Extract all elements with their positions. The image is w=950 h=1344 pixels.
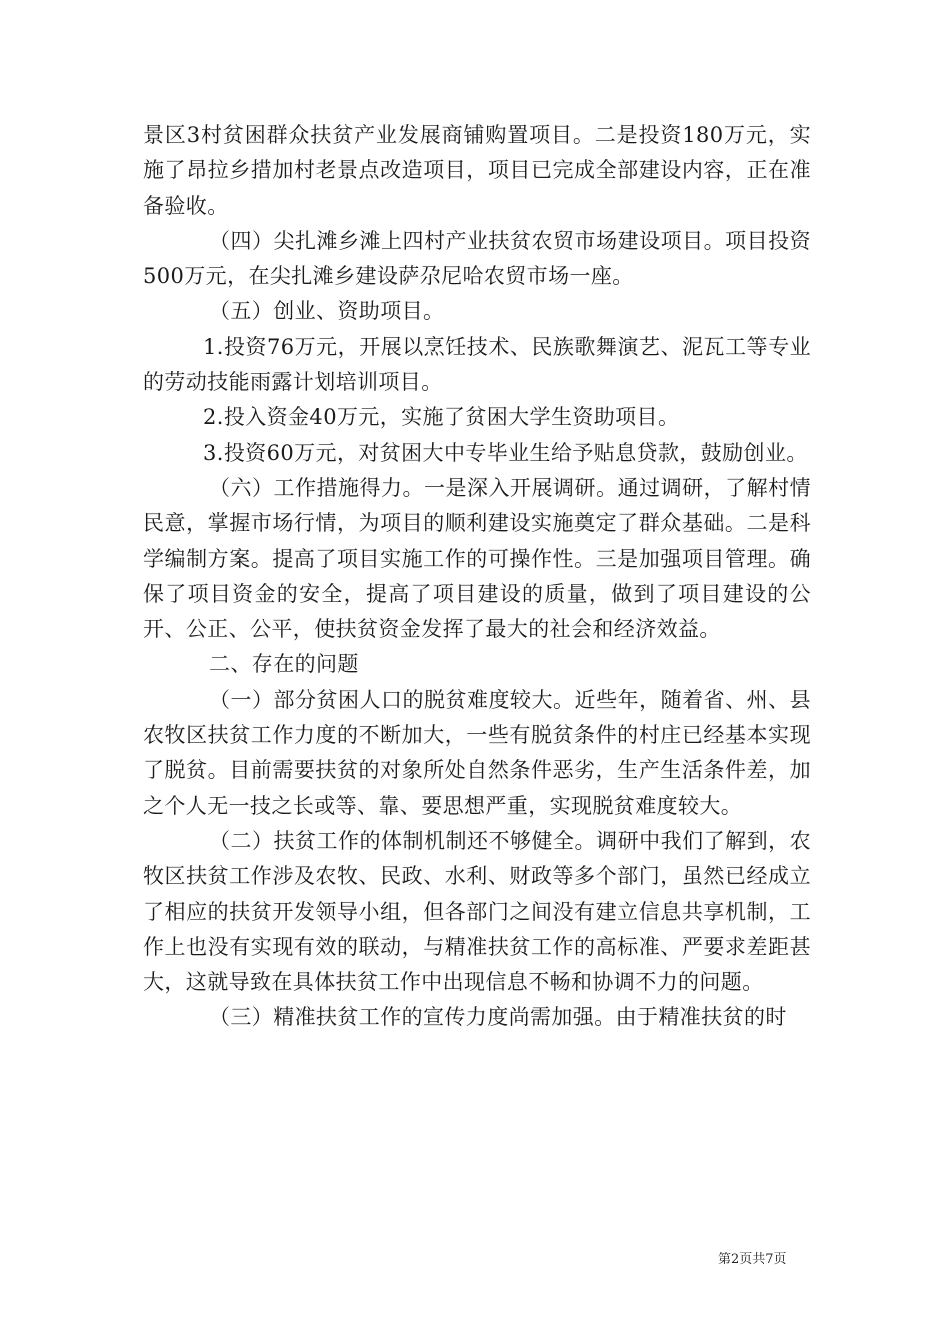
paragraph-problem-one: （一）部分贫困人口的脱贫难度较大。近些年，随着省、州、县农牧区扶贫工作力度的不断加大，一些有脱贫条件的村庄已经基本实现了脱贫。目前需要扶贫的对象所处自然条件恶劣，生产生活条件差，加之个人无一技之长或等、靠、要思想严重，实现脱贫难度较大。	[143, 687, 811, 818]
paragraph-item-four: （四）尖扎滩乡滩上四村产业扶贫农贸市场建设项目。项目投资500万元，在尖扎滩乡建设萨尕尼哈农贸市场一座。	[143, 228, 811, 289]
paragraph-subitem-1: 1.投资76万元，开展以烹饪技术、民族歌舞演艺、泥瓦工等专业的劳动技能雨露计划培训项目。	[143, 334, 811, 395]
paragraph-continued: 景区3村贫困群众扶贫产业发展商铺购置项目。二是投资180万元，实施了昂拉乡措加村老景点改造项目，项目已完成全部建设内容，正在准备验收。	[143, 123, 811, 218]
paragraph-problem-two: （二）扶贫工作的体制机制还不够健全。调研中我们了解到，农牧区扶贫工作涉及农牧、民政、水利、财政等多个部门，虽然已经成立了相应的扶贫开发领导小组，但各部门之间没有建立信息共享机制，工作上也没有实现有效的联动，与精准扶贫工作的高标准、严要求差距甚大，这就导致在具体扶贫工作中出现信息不畅和协调不力的问题。	[143, 828, 811, 995]
paragraph-item-six: （六）工作措施得力。一是深入开展调研。通过调研，了解村情民意，掌握市场行情，为项目的顺利建设实施奠定了群众基础。二是科学编制方案。提高了项目实施工作的可操作性。三是加强项目管理。确保了项目资金的安全，提高了项目建设的质量，做到了项目建设的公开、公正、公平，使扶贫资金发挥了最大的社会和经济效益。	[143, 475, 811, 642]
paragraph-subitem-3: 3.投资60万元，对贫困大中专毕业生给予贴息贷款，鼓励创业。	[203, 440, 808, 465]
paragraph-problem-three: （三）精准扶贫工作的宣传力度尚需加强。由于精准扶贫的时	[209, 1005, 787, 1030]
page-number-footer: 第2页共7页	[718, 1252, 787, 1267]
section-heading-problems: 二、存在的问题	[209, 652, 359, 677]
paragraph-subitem-2: 2.投入资金40万元，实施了贫困大学生资助项目。	[203, 405, 680, 430]
document-body	[143, 118, 811, 1036]
paragraph-item-five: （五）创业、资助项目。	[209, 299, 445, 324]
